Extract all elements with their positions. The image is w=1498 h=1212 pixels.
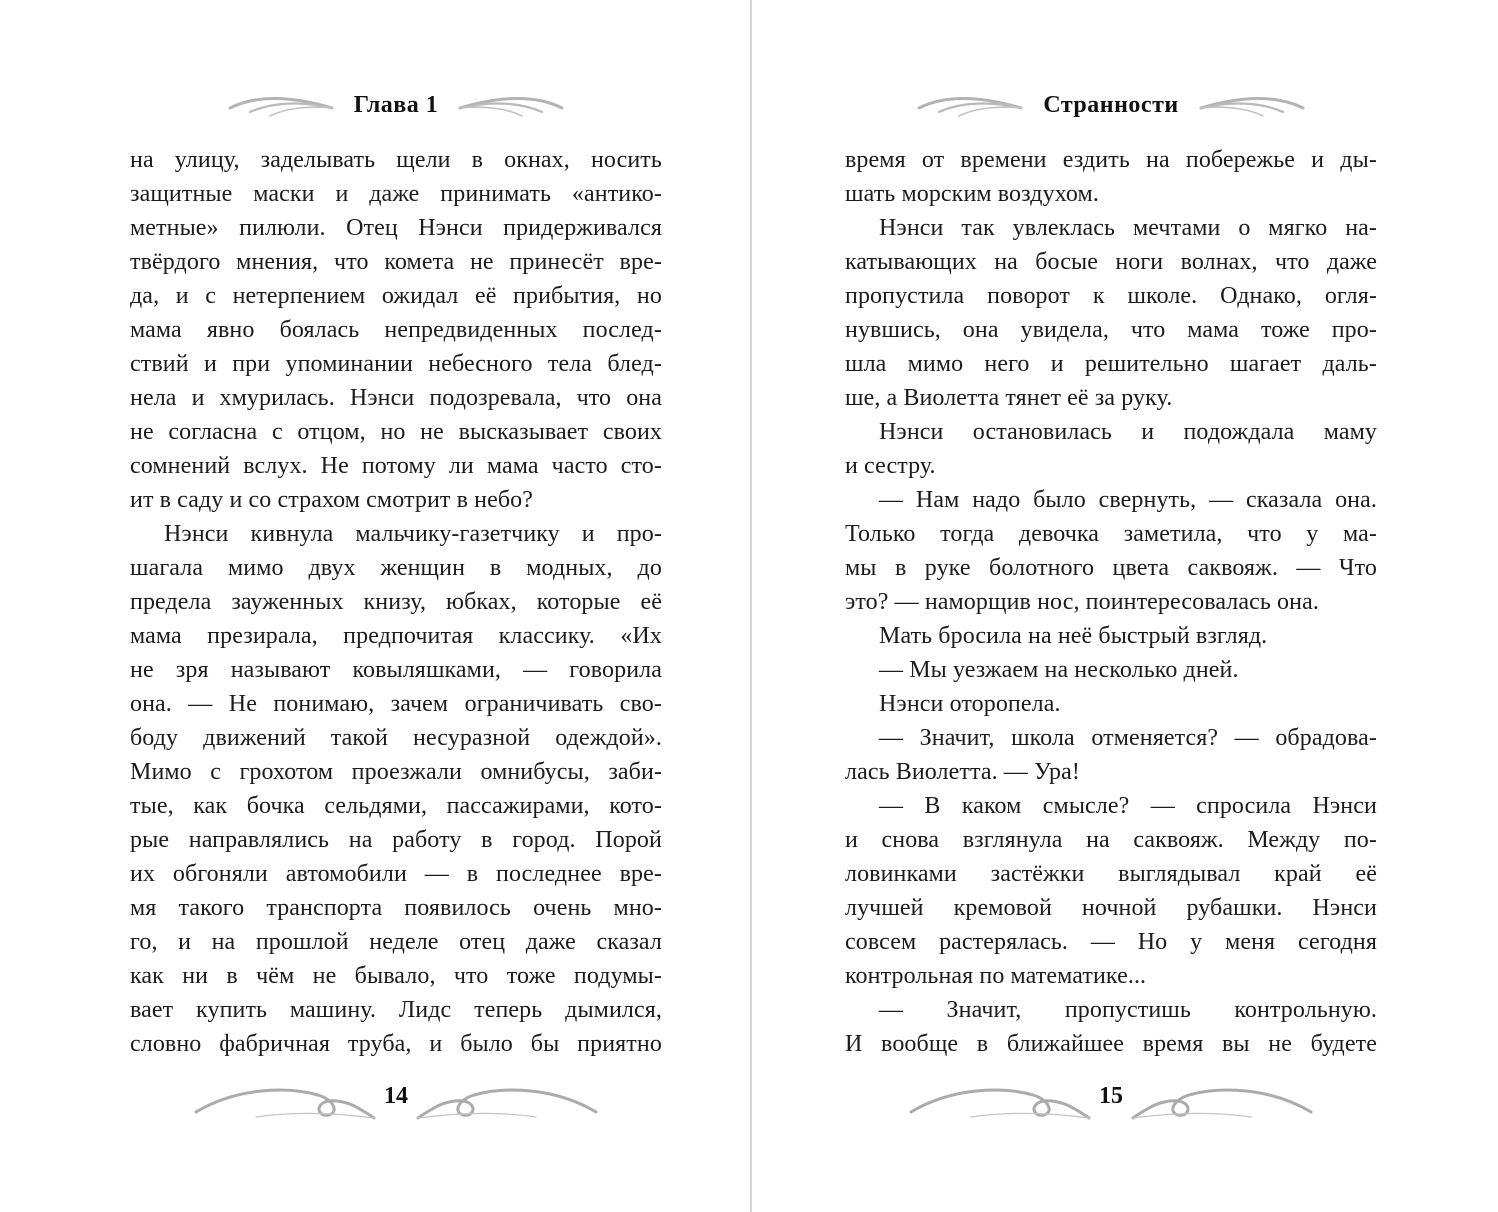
paragraph xyxy=(845,415,1377,483)
header-flourish-right-icon xyxy=(454,93,566,119)
text-line: тые, как бочка сельдями, пассажирами, кото- xyxy=(130,793,662,819)
folio-flourish-right-icon xyxy=(416,1082,600,1124)
header-flourish-left-icon xyxy=(915,93,1027,119)
text-line: не согласна с отцом, но не высказывает своих xyxy=(130,419,662,445)
left-page-footer xyxy=(130,1082,662,1124)
text-line: го, и на прошлой неделе отец даже сказал xyxy=(130,929,662,955)
text-line: Только тогда девочка заметила, что у ма- xyxy=(845,521,1377,547)
text-line: — Значит, пропустишь контрольную. xyxy=(879,997,1377,1023)
text-line: не зря называют ковыляшками, — говорила xyxy=(130,657,662,683)
paragraph xyxy=(845,211,1377,415)
page-number: 15 xyxy=(1099,1082,1123,1109)
text-line: их обгоняли автомобили — в последнее вре- xyxy=(130,861,662,887)
text-line: мама презирала, предпочитая классику. «Их xyxy=(130,623,662,649)
text-line: ствий и при упоминании небесного тела блед- xyxy=(130,351,662,377)
text-line: — В каком смысле? — спросила Нэнси xyxy=(879,793,1377,819)
text-line: как ни в чём не бывало, что тоже подумы- xyxy=(130,963,662,989)
text-line: лась Виолетта. — Ура! xyxy=(845,759,1080,785)
text-line: это? — наморщив нос, поинтересовалась она. xyxy=(845,589,1319,615)
left-text-block xyxy=(130,143,662,1061)
text-line: шагала мимо двух женщин в модных, до xyxy=(130,555,662,581)
text-line: Нэнси так увлеклась мечтами о мягко на- xyxy=(879,215,1377,241)
text-line: — Нам надо было свернуть, — сказала она. xyxy=(879,487,1377,513)
text-line: шла мимо него и решительно шагает даль- xyxy=(845,351,1377,377)
left-running-head xyxy=(130,92,662,119)
paragraph xyxy=(845,993,1377,1061)
text-line: на улицу, заделывать щели в окнах, носить xyxy=(130,147,662,173)
right-running-head xyxy=(845,92,1377,119)
folio-flourish-right-icon xyxy=(1131,1082,1315,1124)
header-flourish-left-icon xyxy=(226,93,338,119)
paragraph xyxy=(130,517,662,1061)
text-line: контрольная по математике... xyxy=(845,963,1147,989)
text-line: и сестру. xyxy=(845,453,936,479)
text-line: метные» пилюли. Отец Нэнси придерживался xyxy=(130,215,662,241)
text-line: нувшись, она увидела, что мама тоже про- xyxy=(845,317,1377,343)
text-line: Мать бросила на неё быстрый взгляд. xyxy=(879,623,1268,649)
text-line: совсем растерялась. — Но у меня сегодня xyxy=(845,929,1377,955)
text-line: нела и хмурилась. Нэнси подозревала, что она xyxy=(130,385,662,411)
text-line: И вообще в ближайшее время вы не будете xyxy=(845,1031,1377,1057)
text-line: ит в саду и со страхом смотрит в небо? xyxy=(130,487,533,513)
chapter-title: Глава 1 xyxy=(353,92,439,118)
page-gutter-rule xyxy=(750,0,752,1212)
left-page xyxy=(130,0,662,1212)
paragraph xyxy=(845,687,1377,721)
folio-flourish-left-icon xyxy=(907,1082,1091,1124)
text-line: катывающих на босые ноги волнах, что даже xyxy=(845,249,1377,275)
text-line: защитные маски и даже принимать «антико- xyxy=(130,181,662,207)
text-line: Нэнси оторопела. xyxy=(879,691,1061,717)
text-line: твёрдого мнения, что комета не принесёт вре- xyxy=(130,249,662,275)
text-line: пропустила поворот к школе. Однако, огля- xyxy=(845,283,1377,309)
paragraph xyxy=(845,143,1377,211)
folio-flourish-left-icon xyxy=(192,1082,376,1124)
text-line: — Мы уезжаем на несколько дней. xyxy=(879,657,1239,683)
paragraph xyxy=(845,619,1377,653)
text-line: да, и с нетерпением ожидал её прибытия, но xyxy=(130,283,662,309)
text-line: она. — Не понимаю, зачем ограничивать сво- xyxy=(130,691,662,717)
header-flourish-right-icon xyxy=(1195,93,1307,119)
right-text-block xyxy=(845,143,1377,1061)
text-line: мя такого транспорта появилось очень мно- xyxy=(130,895,662,921)
text-line: Нэнси остановилась и подождала маму xyxy=(879,419,1377,445)
paragraph xyxy=(130,143,662,517)
text-line: рые направлялись на работу в город. Порой xyxy=(130,827,662,853)
text-line: словно фабричная труба, и было бы приятно xyxy=(130,1031,662,1057)
text-line: Мимо с грохотом проезжали омнибусы, заби- xyxy=(130,759,662,785)
text-line: мы в руке болотного цвета саквояж. — Что xyxy=(845,555,1377,581)
section-title: Странности xyxy=(1043,92,1179,118)
page-number: 14 xyxy=(384,1082,408,1109)
text-line: Нэнси кивнула мальчику-газетчику и про- xyxy=(164,521,662,547)
text-line: предела зауженных книзу, юбках, которые её xyxy=(130,589,662,615)
text-line: шать морским воздухом. xyxy=(845,181,1099,207)
paragraph xyxy=(845,721,1377,789)
text-line: боду движений такой несуразной одеждой». xyxy=(130,725,662,751)
text-line: и снова взглянула на саквояж. Между по- xyxy=(845,827,1377,853)
right-page xyxy=(845,0,1377,1212)
text-line: вает купить машину. Лидс теперь дымился, xyxy=(130,997,662,1023)
paragraph xyxy=(845,789,1377,993)
text-line: — Значит, школа отменяется? — обрадова- xyxy=(879,725,1377,751)
text-line: сомнений вслух. Не потому ли мама часто сто- xyxy=(130,453,662,479)
text-line: время от времени ездить на побережье и ды- xyxy=(845,147,1377,173)
text-line: лучшей кремовой ночной рубашки. Нэнси xyxy=(845,895,1377,921)
right-page-footer xyxy=(845,1082,1377,1124)
text-line: мама явно боялась непредвиденных послед- xyxy=(130,317,662,343)
paragraph xyxy=(845,653,1377,687)
text-line: ловинками застёжки выглядывал край её xyxy=(845,861,1377,887)
paragraph xyxy=(845,483,1377,619)
text-line: ше, а Виолетта тянет её за руку. xyxy=(845,385,1173,411)
